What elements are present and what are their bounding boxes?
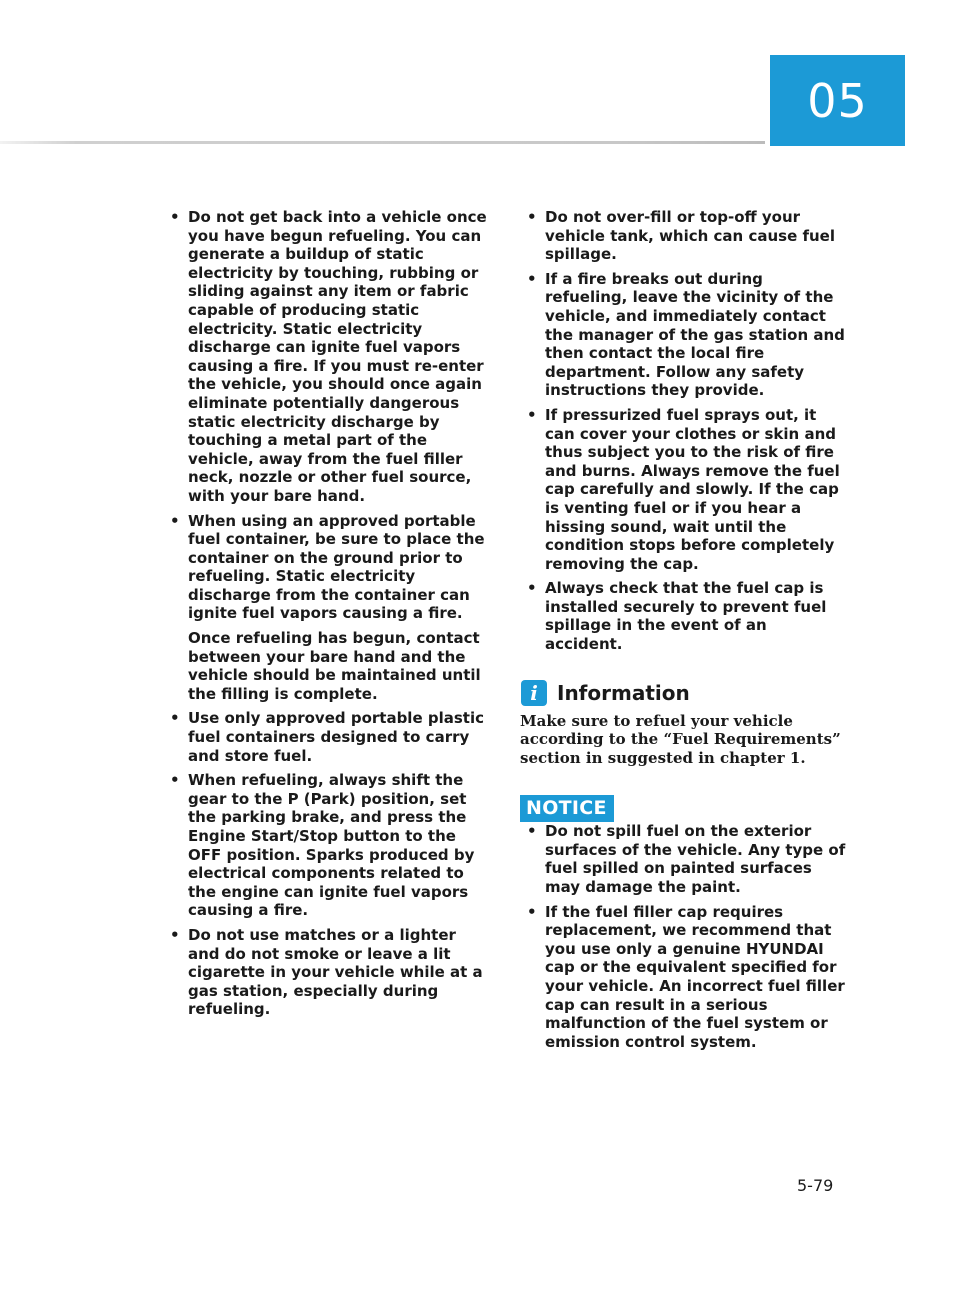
left-bullet-list (160, 208, 490, 1019)
list-item: • Always check that the fuel cap is installed securely to prevent fuel spillage in the event of an accident. (527, 579, 827, 654)
list-item: • When refueling, always shift the gear to the P (Park) position, set the parking brake, and press the Engine Start/Stop button to the OFF position. Sparks produced by electrical components related to the engine can ignite fuel vapors causing a fire. (170, 771, 475, 920)
information-text: Make sure to refuel your vehicle according to the “Fuel Requirements” section in suggested in chapter 1. (520, 711, 841, 767)
list-item: • When using an approved portable fuel container, be sure to place the container on the ground prior to refueling. Static electricity discharge from the container can ignite fuel vapors causing a fire. Once refueling has begun, contact between your bare hand and the vehicle should be maintained until the filling is complete. (170, 511, 485, 703)
information-title: Information (557, 680, 690, 705)
list-item: • Use only approved portable plastic fuel containers designed to carry and store fuel. (170, 709, 484, 765)
list-item: • Do not over-fill or top-off your vehicle tank, which can cause fuel spillage. (527, 208, 835, 264)
list-item: • Do not spill fuel on the exterior surfaces of the vehicle. Any type of fuel spilled on painted surfaces may damage the paint. (527, 822, 846, 896)
right-column (517, 208, 847, 1057)
bullet-icon: • (170, 208, 180, 226)
bullet-icon: • (527, 269, 537, 288)
list-item: • Do not use matches or a lighter and do not smoke or leave a lit cigarette in your vehicle while at a gas station, especially during refueling. (170, 925, 483, 1019)
notice-bullet-list (517, 822, 847, 1051)
information-header (517, 680, 847, 706)
header-rule (0, 141, 765, 144)
bullet-icon: • (170, 511, 180, 530)
chapter-number: 05 (807, 73, 868, 128)
list-item: • If a fire breaks out during refueling, leave the vicinity of the vehicle, and immediately contact the manager of the gas station and then contact the local fire department. Follow any safety instructions they provide. (527, 269, 845, 400)
bullet-icon: • (527, 822, 537, 841)
bullet-icon: • (170, 709, 180, 728)
info-icon: i (521, 680, 547, 706)
information-block (517, 680, 847, 768)
bullet-icon: • (527, 405, 537, 424)
right-bullet-list (517, 208, 847, 654)
page-number: 5-79 (797, 1176, 834, 1195)
bullet-icon: • (527, 208, 537, 226)
chapter-tab (770, 55, 905, 146)
bullet-icon: • (170, 771, 180, 790)
list-item: • If the fuel filler cap requires replacement, we recommend that you use only a genuine HYUNDAI cap or the equivalent specified for your vehicle. An incorrect fuel filler cap can result in a serious malfunction of the fuel system or emission control system. (527, 902, 845, 1051)
bullet-icon: • (527, 902, 537, 921)
bullet-icon: • (170, 925, 180, 944)
left-column (160, 208, 490, 1025)
notice-label: NOTICE (520, 795, 614, 822)
list-item: • If pressurized fuel sprays out, it can cover your clothes or skin and thus subject you to the risk of fire and burns. Always remove the fuel cap carefully and slowly. If the cap is venting fuel or if you hear a hissing sound, wait until the condition stops before completely removing the cap. (527, 405, 840, 573)
list-item: • Do not get back into a vehicle once you have begun refueling. You can generate a buildup of static electricity by touching, rubbing or sliding against any item or fabric capable of producing static electricity. Static electricity discharge can ignite fuel vapors causing a fire. If you must re-enter the vehicle, you should once again eliminate potentially dangerous static electricity discharge by touching a metal part of the vehicle, away from the fuel filler neck, nozzle or other fuel source, with your bare hand. (170, 208, 487, 505)
bullet-icon: • (527, 579, 537, 598)
